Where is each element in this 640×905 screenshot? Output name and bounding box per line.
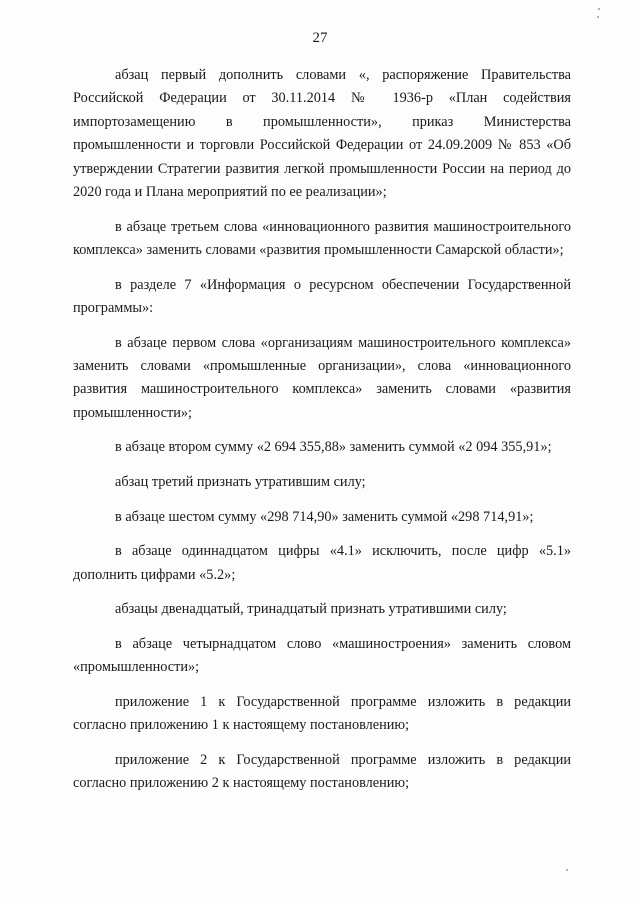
- document-body: [73, 64, 571, 807]
- paragraph-abzac-shestoi: в абзаце шестом сумму «298 714,90» заменить суммой «298 714,91»;: [115, 508, 534, 525]
- paragraph-abzac-chetyrnadcatyi: в абзаце четырнадцатом слово «машиностроения» заменить словом «промышленности»;: [73, 635, 571, 676]
- paragraph-razdel-7: в разделе 7 «Информация о ресурсном обеспечении Государственной программы»:: [73, 276, 571, 317]
- paragraph-prilozhenie-2: приложение 2 к Государственной программе изложить в редакции согласно приложению 2 к настоящему постановлению;: [73, 751, 571, 792]
- page-number: 27: [312, 30, 328, 46]
- paragraph-abzac-odinnadcatyi: в абзаце одиннадцатом цифры «4.1» исключить, после цифр «5.1» дополнить цифрами «5.2»;: [73, 543, 571, 583]
- paragraph-abzac-vtoroi: в абзаце втором сумму «2 694 355,88» заменить суммой «2 094 355,91»;: [115, 439, 552, 456]
- scan-speck: [597, 16, 599, 18]
- paragraph-abzac-tretiy: в абзаце третьем слова «инновационного развития машиностроительного комплекса» заменить словами «развития промышленности Самарской области»;: [73, 218, 571, 259]
- paragraph-abzacy-12-13: абзацы двенадцатый, тринадцатый признать утратившими силу;: [115, 601, 507, 618]
- scan-speck: [566, 869, 568, 871]
- paragraph-abzac-pervyi-razdel-7: в абзаце первом слова «организациям машиностроительного комплекса» заменить словами «промышленные организации», слова «инновационного развития машиностроительного комплекса» заменить словами «развития промышленности»;: [73, 334, 571, 421]
- paragraph-abzac-tretiy-utrata: абзац третий признать утратившим силу;: [115, 474, 366, 491]
- paragraph-abzac-pervyi: абзац первый дополнить словами «, распоряжение Правительства Российской Федерации от 30.11.2014 № 1936-р «План содействия импортозамещению в промышленности», приказ Министерства промышленности и торговли Российской Федерации от 24.09.2009 № 853 «Об утверждении Стратегии развития легкой промышленности России на период до 2020 года и Плана мероприятий по ее реализации»;: [73, 67, 571, 201]
- scan-speck: [598, 8, 600, 10]
- paragraph-prilozhenie-1: приложение 1 к Государственной программе изложить в редакции согласно приложению 1 к настоящему постановлению;: [73, 693, 571, 734]
